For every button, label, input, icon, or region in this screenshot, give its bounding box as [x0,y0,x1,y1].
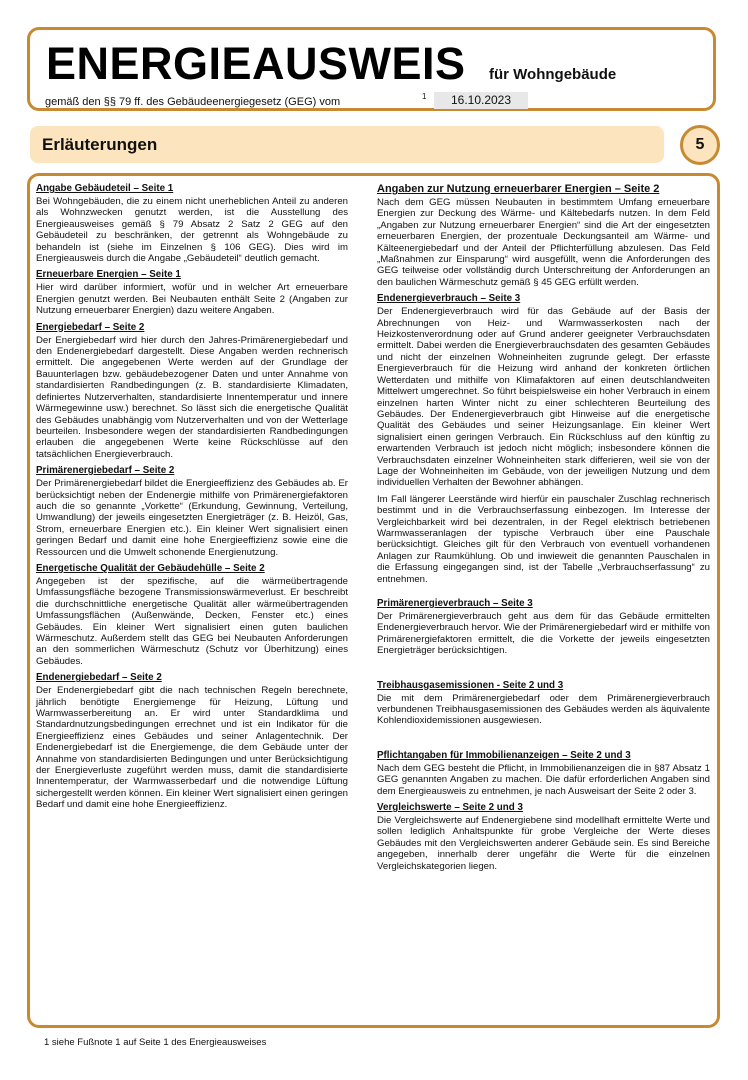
footnote-text: 1 siehe Fußnote 1 auf Seite 1 des Energieausweises [44,1037,267,1048]
section-heading: Primärenergiebedarf – Seite 2 [36,465,175,477]
section-heading: Vergleichswerte – Seite 2 und 3 [377,802,523,814]
footnote-marker: 1 [422,92,427,101]
section-heading: Endenergiebedarf – Seite 2 [36,672,162,684]
header-box [27,27,716,111]
section-heading: Erneuerbare Energien – Seite 1 [36,269,181,281]
section-text: Der Endenergieverbrauch wird für das Gebäude auf der Basis der Abrechnungen von Heiz- und Warmwasserkosten nach der Heizkostenverordnung oder auf Grund anderer geeigneter Verbrauchsdaten ermittelt. Dabei werden die Energieverbrauchsdaten des gesamten Gebäudes und nicht der einzelnen Wohneinheiten zugrunde gelegt. Der erfasste Energieverbrauch für die Heizung wird anhand der konkreten örtlichen Wetterdaten und mithilfe von Klimafaktoren auf einen deutschlandweiten Mittelwert umgerechnet. So führt beispielsweise ein hoher Verbrauch in einem einzelnen harten Winter nicht zu einer schlechteren Beurteilung des Gebäudes. Der Endenergieverbrauch gibt Hinweise auf die energetische Qualität des Gebäudes und seiner Heizungsanlage. Ein kleiner Wert signalisiert einen geringen Verbrauch. Ein Rückschluss auf den künftig zu erwartenden Verbrauch ist jedoch nicht möglich; insbesondere können die Verbrauchsdaten einzelner Wohneinheiten stark differieren, weil sie von der Lage der Wohneinheiten im Gebäude, von der jeweiligen Nutzung und dem individuellen Verhalten der Bewohner abhängen. [377,306,710,489]
legal-basis-line: gemäß den §§ 79 ff. des Gebäudeenergiegesetz (GEG) vom [45,96,341,108]
page-number-badge: 5 [680,125,720,165]
section-heading: Angaben zur Nutzung erneuerbarer Energien – Seite 2 [377,183,660,195]
section-title: Erläuterungen [42,135,158,154]
section-text: Nach dem GEG besteht die Pflicht, in Immobilienanzeigen die in §87 Absatz 1 GEG genannten Angaben zu machen. Die dafür erforderlichen Angaben sind dem Energieausweis zu entnehmen, je nach Ausweisart der Seite 2 oder 3. [377,762,710,797]
section-text: Der Primärenergiebedarf bildet die Energieeffizienz des Gebäudes ab. Er berücksichtigt neben der Endenergie mithilfe von Primärenergiefaktoren auch die so genannte „Vorkette“ (Erkundung, Gewinnung, Verteilung, Umwandlung) der jeweils eingesetzten Energieträger (z. B. Heizöl, Gas, Strom, erneuerbare Energien etc.). Ein kleiner Wert signalisiert einen geringen Bedarf und damit eine hohe Energieeffizienz sowie eine die Ressourcen und die Umwelt schonende Energienutzung. [36,478,348,558]
section-text: Nach dem GEG müssen Neubauten in bestimmtem Umfang erneuerbare Energien zur Deckung des Wärme- und Kältebedarfs nutzen. In dem Feld „Angaben zur Nutzung erneuerbarer Energien“ sind die Art der eingesetzten erneuerbaren Energien, der prozentuale Deckungsanteil am Wärme- und Kälteenergiebedarf und der Anteil der Pflichterfüllung abzulesen. Das Feld „Maßnahmen zur Einsparung“ wird ausgefüllt, wenn die Anforderungen des GEG teilweise oder vollständig durch Unterschreitung der Anforderungen an den baulichen Wärmeschutz gemäß § 45 GEG erfüllt werden. [377,197,710,288]
document-title: ENERGIEAUSWEIS [46,38,466,89]
section-heading: Angabe Gebäudeteil – Seite 1 [36,183,174,194]
section-text: Der Primärenergieverbrauch geht aus dem für das Gebäude ermittelten Endenergieverbrauch hervor. Wie der Primärenergiebedarf wird er mithilfe von Primärenergiefaktoren ermittelt, die die Vorkette der jeweils eingesetzten Energieträger berücksichtigen. [377,611,710,657]
section-text: Der Energiebedarf wird hier durch den Jahres-Primärenergiebedarf und den Endenergiebedarf dargestellt. Diese Angaben werden rechnerisch ermittelt. Die angegebenen Werte werden auf der Grundlage der Bauunterlagen bzw. gebäudebezogener Daten und unter Annahme von standardisierten Randbedingungen (z. B. standardisierte Klimadaten, definiertes Nutzerverhalten, standardisierte Innentemperatur und innere Wärmegewinne usw.) berechnet. So lässt sich die energetische Qualität des Gebäudes unabhängig vom Nutzerverhalten und von der Wetterlage beurteilen. Insbesondere wegen der standardisierten Randbedingungen erlauben die angegebenen Werte keine Rückschlüsse auf den tatsächlichen Energieverbrauch. [36,334,348,460]
section-heading: Energiebedarf – Seite 2 [36,321,145,333]
spacer [377,590,710,598]
section-text: Die mit dem Primärenergiebedarf oder dem Primärenergieverbrauch verbundenen Treibhausgasemissionen des Gebäudes werden als äquivalente Kohlendioxidemissionen ausgewiesen. [377,692,710,727]
section-text: Hier wird darüber informiert, wofür und in welcher Art erneuerbare Energien genutzt werden. Bei Neubauten enthält Seite 2 (Angaben zur Nutzung erneuerbarer Energien) dazu weitere Angaben. [36,282,348,317]
section-heading: Endenergieverbrauch – Seite 3 [377,293,521,305]
section-text-continued: Im Fall längerer Leerstände wird hierfür ein pauschaler Zuschlag rechnerisch bestimmt und in die Verbrauchserfassung einbezogen. Im Interesse der Vergleichbarkeit wird bei dezentralen, in der Regel elektrisch betriebenen Warmwasseranlagen der typische Verbrauch über eine Pauschale berücksichtigt. Gleiches gilt für den Verbrauch von eventuell vorhandenen Anlagen zur Raumkühlung. Ob und inwieweit die genannten Pauschalen in die Erfassung eingegangen sind, ist der Tabelle „Verbrauchserfassung“ zu entnehmen. [377,493,710,585]
left-column [36,183,348,816]
section-text: Die Vergleichswerte auf Endenergiebene sind modellhaft ermittelte Werte und sollen lediglich Anhaltspunkte für grobe Vergleiche der Werte dieses Gebäudes mit den Vergleichswerten anderer Gebäude sein. Es sind Bereiche angegeben, innerhalb derer ungefähr die Werte für die einzelnen Vergleichskategorien liegen. [377,815,710,872]
section-heading: Energetische Qualität der Gebäudehülle – Seite 2 [36,562,265,574]
spacer [377,732,710,750]
right-column [377,183,710,877]
date-field: 16.10.2023 [434,92,528,109]
section-text: Bei Wohngebäuden, die zu einem nicht unerheblichen Anteil zu anderen als Wohnzwecken genutzt werden, ist die Ausstellung des Energieausweises gemäß § 79 Absatz 2 Satz 2 GEG auf den Gebäudeteil zu beschränken, der getrennt als Wohngebäude zu behandeln ist (siehe im Einzelnen § 106 GEG). Dies wird im Energieausweis durch die Angabe „Gebäudeteil“ deutlich gemacht. [36,196,348,265]
section-heading: Primärenergieverbrauch – Seite 3 [377,598,533,609]
document-subtitle: für Wohngebäude [489,66,617,83]
spacer [377,662,710,680]
section-header-bar [30,126,664,163]
section-heading: Treibhausgasemissionen - Seite 2 und 3 [377,679,564,691]
section-heading: Pflichtangaben für Immobilienanzeigen – Seite 2 und 3 [377,749,631,761]
section-text: Angegeben ist der spezifische, auf die wärmeübertragende Umfassungsfläche bezogene Transmissionswärmeverlust. Er beschreibt die durchschnittliche energetische Qualität aller wärmeübertragenden Umfassungsflächen (Außenwände, Decken, Fenster etc.) eines Gebäudes. Ein kleiner Wert signalisiert einen guten baulichen Wärmeschutz. Außerdem stellt das GEG bei Neubauten Anforderungen an den sommerlichen Wärmeschutz (Schutz vor Überhitzung) eines Gebäudes. [36,575,348,667]
section-text: Der Endenergiebedarf gibt die nach technischen Regeln berechnete, jährlich benötigte Energiemenge für Heizung, Lüftung und Warmwasserbereitung an. Er wird unter Standardklima und Standardnutzungsbedingungen errechnet und ist ein Indikator für die Energieeffizienz eines Gebäudes und seiner Anlagentechnik. Der Endenergiebedarf ist die Energiemenge, die dem Gebäude unter der Annahme von standardisierten Bedingungen und unter Berücksichtigung der Energieverluste zugeführt werden muss, damit die standardisierte Innentemperatur, der Warmwasserbedarf und die notwendige Lüftung sichergestellt werden können. Ein kleiner Wert signalisiert einen geringen Bedarf und damit eine hohe Energieeffizienz. [36,685,348,811]
